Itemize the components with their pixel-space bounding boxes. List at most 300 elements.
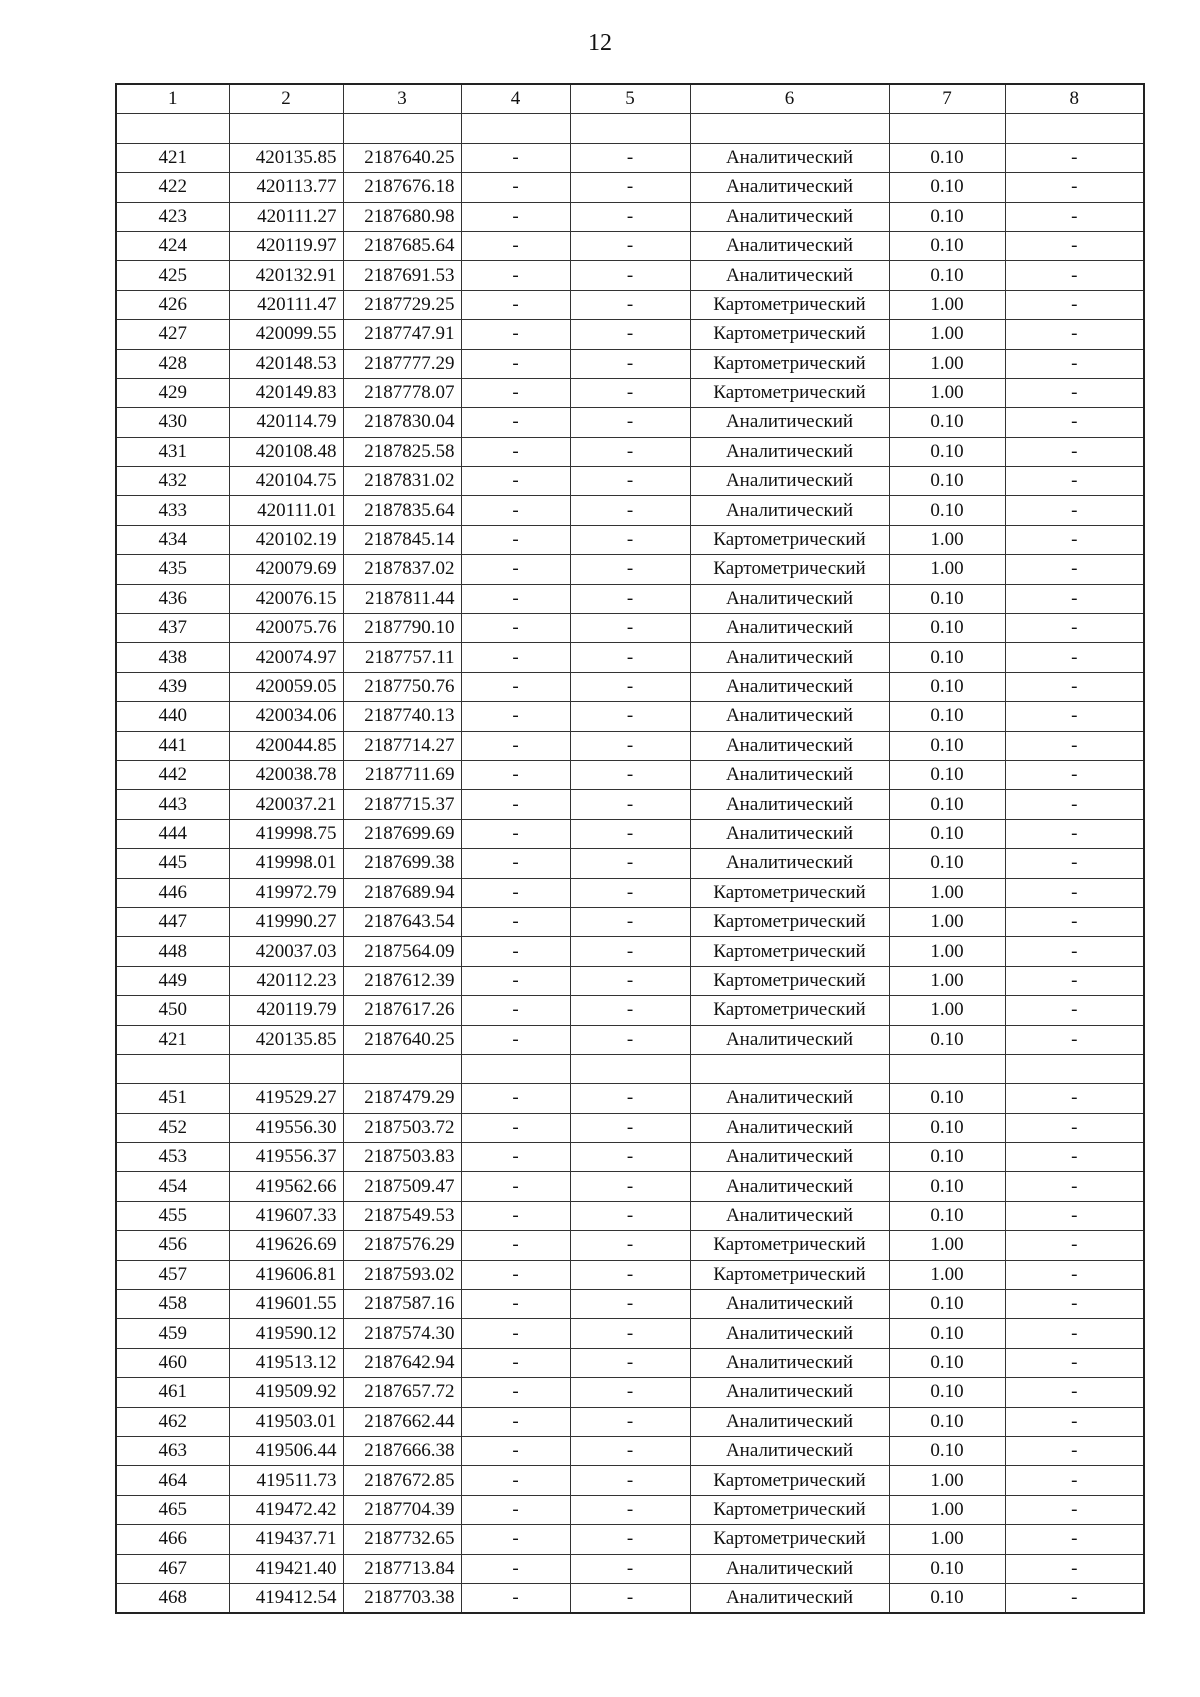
col5-cell: - (570, 349, 690, 378)
x-coordinate-cell: 419998.75 (229, 819, 343, 848)
point-number-cell: 439 (116, 672, 229, 701)
column-header: 3 (343, 84, 461, 114)
point-number-cell: 447 (116, 907, 229, 936)
x-coordinate-cell: 419607.33 (229, 1201, 343, 1230)
column-header: 4 (461, 84, 570, 114)
col8-cell: - (1005, 467, 1144, 496)
method-cell: Аналитический (690, 1290, 889, 1319)
y-coordinate-cell: 2187564.09 (343, 937, 461, 966)
x-coordinate-cell: 420149.83 (229, 378, 343, 407)
table-row (116, 1495, 1144, 1524)
accuracy-cell: 0.10 (889, 1583, 1005, 1613)
x-coordinate-cell: 419412.54 (229, 1583, 343, 1613)
accuracy-cell: 0.10 (889, 1113, 1005, 1142)
accuracy-cell: 0.10 (889, 760, 1005, 789)
point-number-cell: 438 (116, 643, 229, 672)
table-row (116, 261, 1144, 290)
col4-cell: - (461, 907, 570, 936)
accuracy-cell: 0.10 (889, 143, 1005, 172)
col8-cell: - (1005, 819, 1144, 848)
col4-cell: - (461, 1201, 570, 1230)
col8-cell (1005, 1054, 1144, 1083)
col8-cell: - (1005, 790, 1144, 819)
method-cell: Аналитический (690, 143, 889, 172)
y-coordinate-cell: 2187811.44 (343, 584, 461, 613)
x-coordinate-cell: 419529.27 (229, 1084, 343, 1113)
y-coordinate-cell: 2187837.02 (343, 555, 461, 584)
method-cell: Аналитический (690, 261, 889, 290)
col4-cell: - (461, 1025, 570, 1054)
x-coordinate-cell: 420148.53 (229, 349, 343, 378)
table-row (116, 1113, 1144, 1142)
col8-cell: - (1005, 378, 1144, 407)
accuracy-cell: 1.00 (889, 1260, 1005, 1289)
point-number-cell: 421 (116, 1025, 229, 1054)
accuracy-cell: 0.10 (889, 731, 1005, 760)
table-row (116, 320, 1144, 349)
y-coordinate-cell: 2187666.38 (343, 1436, 461, 1465)
col8-cell: - (1005, 143, 1144, 172)
accuracy-cell: 0.10 (889, 1290, 1005, 1319)
table-row (116, 1172, 1144, 1201)
method-cell: Картометрический (690, 966, 889, 995)
col5-cell: - (570, 1348, 690, 1377)
x-coordinate-cell: 420108.48 (229, 437, 343, 466)
point-number-cell: 442 (116, 760, 229, 789)
col8-cell: - (1005, 437, 1144, 466)
accuracy-cell: 0.10 (889, 173, 1005, 202)
col5-cell: - (570, 643, 690, 672)
point-number-cell: 423 (116, 202, 229, 231)
col5-cell: - (570, 1436, 690, 1465)
point-number-cell: 431 (116, 437, 229, 466)
accuracy-cell: 0.10 (889, 672, 1005, 701)
method-cell: Аналитический (690, 1084, 889, 1113)
accuracy-cell: 0.10 (889, 790, 1005, 819)
col8-cell: - (1005, 1025, 1144, 1054)
point-number-cell: 451 (116, 1084, 229, 1113)
col4-cell: - (461, 878, 570, 907)
accuracy-cell: 0.10 (889, 408, 1005, 437)
col8-cell: - (1005, 1290, 1144, 1319)
table-row (116, 467, 1144, 496)
point-number-cell: 427 (116, 320, 229, 349)
table-row (116, 1260, 1144, 1289)
table-row (116, 937, 1144, 966)
col4-cell: - (461, 437, 570, 466)
col8-cell: - (1005, 1466, 1144, 1495)
method-cell: Картометрический (690, 996, 889, 1025)
col8-cell: - (1005, 1554, 1144, 1583)
table-row (116, 966, 1144, 995)
method-cell: Аналитический (690, 819, 889, 848)
table-row (116, 290, 1144, 319)
accuracy-cell: 1.00 (889, 966, 1005, 995)
table-row (116, 1436, 1144, 1465)
table-row (116, 996, 1144, 1025)
method-cell (690, 114, 889, 143)
table-row (116, 643, 1144, 672)
y-coordinate-cell: 2187680.98 (343, 202, 461, 231)
col8-cell: - (1005, 1348, 1144, 1377)
col5-cell: - (570, 878, 690, 907)
y-coordinate-cell: 2187689.94 (343, 878, 461, 907)
table-row (116, 525, 1144, 554)
accuracy-cell (889, 1054, 1005, 1083)
col5-cell: - (570, 1025, 690, 1054)
col8-cell: - (1005, 996, 1144, 1025)
point-number-cell: 448 (116, 937, 229, 966)
table-row (116, 1143, 1144, 1172)
col8-cell: - (1005, 1143, 1144, 1172)
accuracy-cell: 0.10 (889, 437, 1005, 466)
table-row (116, 614, 1144, 643)
col4-cell: - (461, 966, 570, 995)
col4-cell: - (461, 202, 570, 231)
col5-cell: - (570, 966, 690, 995)
x-coordinate-cell: 420037.21 (229, 790, 343, 819)
col8-cell: - (1005, 349, 1144, 378)
y-coordinate-cell: 2187747.91 (343, 320, 461, 349)
col4-cell: - (461, 1290, 570, 1319)
x-coordinate-cell: 420111.27 (229, 202, 343, 231)
accuracy-cell: 0.10 (889, 1378, 1005, 1407)
col5-cell: - (570, 849, 690, 878)
y-coordinate-cell: 2187509.47 (343, 1172, 461, 1201)
col5-cell: - (570, 614, 690, 643)
column-header: 6 (690, 84, 889, 114)
col5-cell: - (570, 1525, 690, 1554)
col4-cell: - (461, 731, 570, 760)
table-row (116, 1407, 1144, 1436)
accuracy-cell: 0.10 (889, 1201, 1005, 1230)
point-number-cell (116, 114, 229, 143)
x-coordinate-cell (229, 114, 343, 143)
point-number-cell: 455 (116, 1201, 229, 1230)
accuracy-cell: 0.10 (889, 1348, 1005, 1377)
col5-cell: - (570, 555, 690, 584)
y-coordinate-cell: 2187503.72 (343, 1113, 461, 1142)
col4-cell: - (461, 584, 570, 613)
y-coordinate-cell: 2187685.64 (343, 231, 461, 260)
accuracy-cell: 0.10 (889, 819, 1005, 848)
table-row (116, 1231, 1144, 1260)
col5-cell (570, 114, 690, 143)
x-coordinate-cell: 419590.12 (229, 1319, 343, 1348)
col8-cell: - (1005, 1201, 1144, 1230)
table-row (116, 672, 1144, 701)
accuracy-cell: 1.00 (889, 1525, 1005, 1554)
table-row (116, 1084, 1144, 1113)
x-coordinate-cell: 420114.79 (229, 408, 343, 437)
col5-cell: - (570, 1319, 690, 1348)
y-coordinate-cell: 2187713.84 (343, 1554, 461, 1583)
col4-cell: - (461, 555, 570, 584)
col8-cell: - (1005, 555, 1144, 584)
method-cell: Картометрический (690, 290, 889, 319)
col8-cell: - (1005, 1407, 1144, 1436)
col8-cell: - (1005, 320, 1144, 349)
col4-cell: - (461, 525, 570, 554)
method-cell: Аналитический (690, 1348, 889, 1377)
y-coordinate-cell: 2187643.54 (343, 907, 461, 936)
x-coordinate-cell: 419506.44 (229, 1436, 343, 1465)
point-number-cell: 437 (116, 614, 229, 643)
point-number-cell: 434 (116, 525, 229, 554)
col4-cell (461, 1054, 570, 1083)
accuracy-cell: 1.00 (889, 378, 1005, 407)
method-cell: Аналитический (690, 731, 889, 760)
accuracy-cell: 0.10 (889, 849, 1005, 878)
table-body (116, 114, 1144, 1613)
table-row (116, 1319, 1144, 1348)
col4-cell: - (461, 378, 570, 407)
y-coordinate-cell: 2187830.04 (343, 408, 461, 437)
col4-cell: - (461, 760, 570, 789)
y-coordinate-cell (343, 114, 461, 143)
x-coordinate-cell: 420076.15 (229, 584, 343, 613)
col8-cell: - (1005, 907, 1144, 936)
x-coordinate-cell (229, 1054, 343, 1083)
method-cell: Аналитический (690, 702, 889, 731)
table-row (116, 878, 1144, 907)
accuracy-cell: 0.10 (889, 231, 1005, 260)
point-number-cell: 457 (116, 1260, 229, 1289)
point-number-cell: 452 (116, 1113, 229, 1142)
point-number-cell: 436 (116, 584, 229, 613)
col8-cell: - (1005, 1172, 1144, 1201)
point-number-cell: 422 (116, 173, 229, 202)
y-coordinate-cell: 2187703.38 (343, 1583, 461, 1613)
col4-cell: - (461, 1466, 570, 1495)
column-header: 5 (570, 84, 690, 114)
y-coordinate-cell: 2187612.39 (343, 966, 461, 995)
table-row (116, 437, 1144, 466)
method-cell: Картометрический (690, 937, 889, 966)
col4-cell: - (461, 143, 570, 172)
point-number-cell: 468 (116, 1583, 229, 1613)
col4-cell: - (461, 1436, 570, 1465)
col4-cell: - (461, 320, 570, 349)
col5-cell: - (570, 408, 690, 437)
col5-cell: - (570, 907, 690, 936)
point-number-cell: 445 (116, 849, 229, 878)
point-number-cell: 433 (116, 496, 229, 525)
y-coordinate-cell: 2187503.83 (343, 1143, 461, 1172)
method-cell: Картометрический (690, 1260, 889, 1289)
point-number-cell: 454 (116, 1172, 229, 1201)
col8-cell: - (1005, 1113, 1144, 1142)
col4-cell: - (461, 1231, 570, 1260)
method-cell: Картометрический (690, 878, 889, 907)
col4-cell: - (461, 496, 570, 525)
column-header: 7 (889, 84, 1005, 114)
col4-cell: - (461, 467, 570, 496)
x-coordinate-cell: 420034.06 (229, 702, 343, 731)
col8-cell: - (1005, 525, 1144, 554)
col8-cell: - (1005, 643, 1144, 672)
y-coordinate-cell: 2187587.16 (343, 1290, 461, 1319)
method-cell: Аналитический (690, 1201, 889, 1230)
point-number-cell: 435 (116, 555, 229, 584)
accuracy-cell: 0.10 (889, 1436, 1005, 1465)
y-coordinate-cell: 2187704.39 (343, 1495, 461, 1524)
accuracy-cell: 1.00 (889, 1466, 1005, 1495)
point-number-cell: 459 (116, 1319, 229, 1348)
method-cell: Картометрический (690, 349, 889, 378)
table-row (116, 496, 1144, 525)
accuracy-cell: 0.10 (889, 1172, 1005, 1201)
x-coordinate-cell: 419998.01 (229, 849, 343, 878)
accuracy-cell: 1.00 (889, 907, 1005, 936)
method-cell: Картометрический (690, 1525, 889, 1554)
col8-cell: - (1005, 261, 1144, 290)
y-coordinate-cell: 2187617.26 (343, 996, 461, 1025)
accuracy-cell: 1.00 (889, 349, 1005, 378)
x-coordinate-cell: 419513.12 (229, 1348, 343, 1377)
col5-cell: - (570, 1290, 690, 1319)
col5-cell: - (570, 290, 690, 319)
accuracy-cell: 0.10 (889, 702, 1005, 731)
col5-cell (570, 1054, 690, 1083)
col4-cell: - (461, 1113, 570, 1142)
col8-cell: - (1005, 1319, 1144, 1348)
table-row (116, 408, 1144, 437)
col4-cell: - (461, 1583, 570, 1613)
table-row (116, 555, 1144, 584)
col5-cell: - (570, 143, 690, 172)
col8-cell: - (1005, 231, 1144, 260)
col4-cell: - (461, 1172, 570, 1201)
method-cell: Картометрический (690, 525, 889, 554)
col5-cell: - (570, 202, 690, 231)
method-cell: Аналитический (690, 849, 889, 878)
x-coordinate-cell: 420074.97 (229, 643, 343, 672)
y-coordinate-cell: 2187740.13 (343, 702, 461, 731)
col8-cell: - (1005, 614, 1144, 643)
y-coordinate-cell: 2187662.44 (343, 1407, 461, 1436)
col8-cell: - (1005, 849, 1144, 878)
method-cell: Аналитический (690, 790, 889, 819)
method-cell: Аналитический (690, 231, 889, 260)
method-cell: Аналитический (690, 202, 889, 231)
accuracy-cell: 1.00 (889, 525, 1005, 554)
table-row (116, 1378, 1144, 1407)
col5-cell: - (570, 173, 690, 202)
x-coordinate-cell: 419503.01 (229, 1407, 343, 1436)
table-row (116, 849, 1144, 878)
accuracy-cell (889, 114, 1005, 143)
method-cell: Аналитический (690, 614, 889, 643)
col5-cell: - (570, 467, 690, 496)
x-coordinate-cell: 420112.23 (229, 966, 343, 995)
col8-cell: - (1005, 878, 1144, 907)
point-number-cell: 450 (116, 996, 229, 1025)
accuracy-cell: 1.00 (889, 555, 1005, 584)
table-row (116, 907, 1144, 936)
accuracy-cell: 1.00 (889, 1231, 1005, 1260)
accuracy-cell: 0.10 (889, 1554, 1005, 1583)
method-cell: Картометрический (690, 378, 889, 407)
accuracy-cell: 0.10 (889, 467, 1005, 496)
y-coordinate-cell: 2187778.07 (343, 378, 461, 407)
method-cell: Аналитический (690, 1143, 889, 1172)
table-row (116, 702, 1144, 731)
x-coordinate-cell: 419556.37 (229, 1143, 343, 1172)
col4-cell: - (461, 1554, 570, 1583)
table-header-row (116, 84, 1144, 114)
col4-cell: - (461, 231, 570, 260)
table-row (116, 790, 1144, 819)
y-coordinate-cell: 2187549.53 (343, 1201, 461, 1230)
y-coordinate-cell: 2187640.25 (343, 1025, 461, 1054)
method-cell: Картометрический (690, 1466, 889, 1495)
table-row (116, 584, 1144, 613)
point-number-cell: 440 (116, 702, 229, 731)
x-coordinate-cell: 420111.47 (229, 290, 343, 319)
col5-cell: - (570, 1084, 690, 1113)
accuracy-cell: 1.00 (889, 996, 1005, 1025)
x-coordinate-cell: 420111.01 (229, 496, 343, 525)
col5-cell: - (570, 1143, 690, 1172)
point-number-cell: 425 (116, 261, 229, 290)
method-cell: Картометрический (690, 320, 889, 349)
col5-cell: - (570, 702, 690, 731)
accuracy-cell: 1.00 (889, 937, 1005, 966)
point-number-cell: 441 (116, 731, 229, 760)
x-coordinate-cell: 420119.79 (229, 996, 343, 1025)
col5-cell: - (570, 525, 690, 554)
col4-cell: - (461, 290, 570, 319)
y-coordinate-cell: 2187757.11 (343, 643, 461, 672)
col4-cell: - (461, 819, 570, 848)
x-coordinate-cell: 420075.76 (229, 614, 343, 643)
point-number-cell: 446 (116, 878, 229, 907)
col4-cell: - (461, 1260, 570, 1289)
y-coordinate-cell: 2187845.14 (343, 525, 461, 554)
point-number-cell: 443 (116, 790, 229, 819)
method-cell: Аналитический (690, 408, 889, 437)
y-coordinate-cell: 2187790.10 (343, 614, 461, 643)
y-coordinate-cell: 2187831.02 (343, 467, 461, 496)
y-coordinate-cell: 2187672.85 (343, 1466, 461, 1495)
col5-cell: - (570, 1378, 690, 1407)
accuracy-cell: 0.10 (889, 1407, 1005, 1436)
col8-cell: - (1005, 173, 1144, 202)
table-row (116, 231, 1144, 260)
method-cell: Аналитический (690, 584, 889, 613)
point-number-cell: 421 (116, 143, 229, 172)
col5-cell: - (570, 378, 690, 407)
col4-cell: - (461, 1525, 570, 1554)
point-number-cell (116, 1054, 229, 1083)
col4-cell: - (461, 173, 570, 202)
col8-cell: - (1005, 672, 1144, 701)
point-number-cell: 461 (116, 1378, 229, 1407)
y-coordinate-cell: 2187576.29 (343, 1231, 461, 1260)
col8-cell: - (1005, 937, 1144, 966)
point-number-cell: 464 (116, 1466, 229, 1495)
accuracy-cell: 0.10 (889, 1319, 1005, 1348)
point-number-cell: 432 (116, 467, 229, 496)
x-coordinate-cell: 420059.05 (229, 672, 343, 701)
column-header: 8 (1005, 84, 1144, 114)
col4-cell: - (461, 1378, 570, 1407)
col5-cell: - (570, 672, 690, 701)
col8-cell: - (1005, 1525, 1144, 1554)
col4-cell: - (461, 1084, 570, 1113)
method-cell: Аналитический (690, 1436, 889, 1465)
